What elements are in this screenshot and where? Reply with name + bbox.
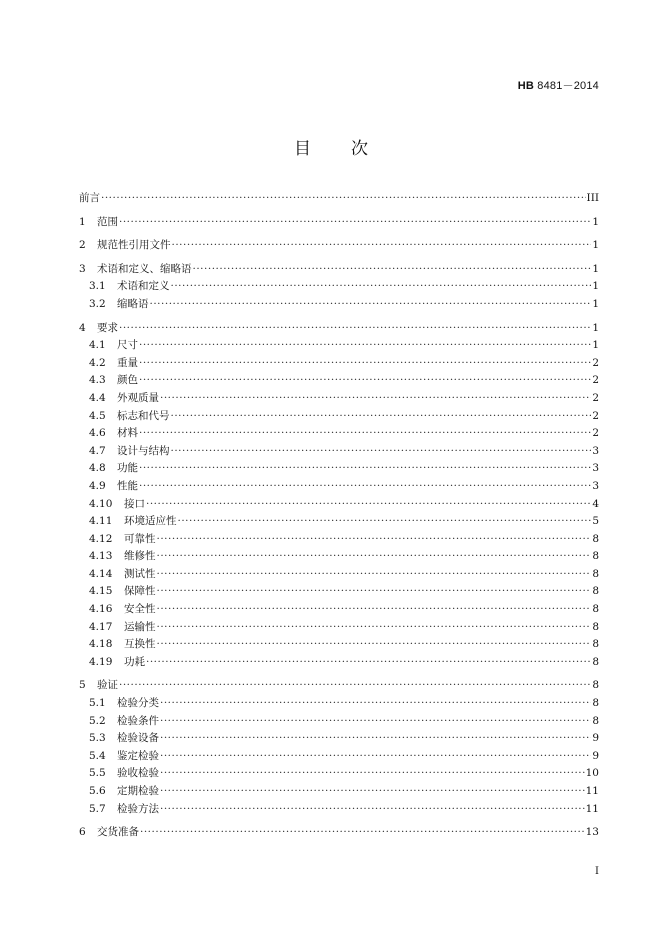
toc-entry-number: 5.2: [89, 714, 106, 727]
toc-entry-title: 术语和定义: [117, 280, 170, 293]
toc-entry-number: 4.15: [89, 585, 113, 598]
dot-leader: [160, 390, 591, 408]
toc-entry[interactable]: [79, 801, 599, 819]
dot-leader: [146, 654, 591, 672]
toc-entry-page: 9: [592, 732, 599, 745]
toc-entry-title: 环境适应性: [124, 515, 177, 528]
toc-entry[interactable]: [79, 425, 599, 443]
toc-entry-page: 1: [592, 339, 599, 352]
toc-entry-title: 检验设备: [117, 732, 159, 745]
dot-leader: [119, 214, 591, 232]
toc-entry-page: 11: [585, 802, 599, 815]
toc-entry-page: 4: [592, 497, 599, 510]
toc-entry-page: 1: [592, 262, 599, 275]
dot-leader: [139, 460, 591, 478]
toc-entry-title: 设计与结构: [117, 444, 170, 457]
dot-leader: [146, 496, 591, 514]
toc-entry-title: 性能: [117, 479, 138, 492]
toc-entry-number: 4.11: [89, 515, 113, 528]
toc-entry-page: 8: [592, 620, 599, 633]
toc-entry[interactable]: [79, 261, 599, 279]
toc-entry-number: 4.13: [89, 550, 113, 563]
dot-leader: [157, 636, 592, 654]
toc-entry-page: 2: [592, 374, 599, 387]
toc-entry-title: 缩略语: [117, 297, 149, 310]
dot-leader: [119, 677, 591, 695]
toc-entry-page: 1: [592, 280, 599, 293]
toc-entry-title: 尺寸: [117, 339, 138, 352]
toc-entry-title: 范围: [97, 215, 118, 228]
dot-leader: [171, 443, 592, 461]
toc-entry-number: 3: [79, 262, 86, 275]
toc-entry[interactable]: [79, 372, 599, 390]
dot-leader: [160, 748, 591, 766]
dot-leader: [119, 320, 591, 338]
toc-entry-page: 1: [592, 321, 599, 334]
dot-leader: [139, 337, 591, 355]
toc-entry-title: 检验分类: [117, 697, 159, 710]
toc-entry-number: 4.9: [89, 479, 106, 492]
toc-entry-number: 5.6: [89, 785, 106, 797]
toc-entry-number: 2: [79, 239, 86, 252]
toc-entry-page: 1: [592, 297, 599, 310]
toc-entry-title: 要求: [97, 321, 118, 334]
toc-entry-number: 1: [79, 215, 86, 228]
toc-entry-number: 4.18: [89, 638, 113, 651]
toc-entry[interactable]: [79, 478, 599, 496]
toc-entry-title: 维修性: [124, 550, 156, 563]
dot-leader: [157, 548, 592, 566]
toc-entry-page: 8: [592, 714, 599, 727]
dot-leader: [157, 619, 592, 637]
toc-entry-page: III: [586, 192, 599, 204]
toc-entry[interactable]: [79, 531, 599, 549]
dot-leader: [139, 372, 591, 390]
toc-entry-title: 术语和定义、缩略语: [97, 262, 192, 275]
document-header: [518, 77, 599, 93]
toc-entry-number: 4.1: [89, 339, 106, 352]
toc-entry-number: 4.14: [89, 567, 113, 580]
dot-leader: [171, 278, 592, 296]
toc-entry-page: 8: [592, 679, 599, 692]
toc-entry-page: 2: [592, 356, 599, 369]
toc-entry-title: 验证: [97, 679, 118, 692]
dot-leader: [178, 513, 592, 531]
toc-entry[interactable]: [79, 460, 599, 478]
toc-entry-page: 8: [592, 697, 599, 710]
toc-entry[interactable]: [79, 390, 599, 408]
toc-entry-title: 功能: [117, 462, 138, 475]
dot-leader: [139, 478, 591, 496]
toc-entry-title: 标志和代号: [117, 409, 170, 422]
toc-entry[interactable]: [79, 443, 599, 461]
toc-entry[interactable]: [79, 654, 599, 672]
toc-entry-page: 1: [592, 239, 599, 252]
toc-entry-number: 4.10: [89, 497, 113, 510]
toc-entry-number: 4.19: [89, 655, 113, 668]
toc-entry-title: 颜色: [117, 374, 138, 387]
toc-entry-page: 3: [592, 444, 599, 457]
toc-entry-number: 4.5: [89, 409, 106, 422]
toc-entry[interactable]: [79, 237, 599, 255]
toc-entry-title: 前言: [79, 192, 100, 204]
toc-entry[interactable]: [79, 214, 599, 232]
toc-entry[interactable]: [79, 296, 599, 314]
toc-entry-page: 8: [592, 567, 599, 580]
dot-leader: [172, 237, 592, 255]
toc-entry-number: 5: [79, 679, 86, 692]
table-of-contents: [79, 190, 599, 842]
toc-entry-title: 接口: [124, 497, 145, 510]
toc-entry-title: 测试性: [124, 567, 156, 580]
dot-leader: [160, 695, 591, 713]
toc-entry[interactable]: [79, 636, 599, 654]
toc-entry-number: 4.12: [89, 532, 113, 545]
toc-entry-number: 4.3: [89, 374, 106, 387]
dot-leader: [160, 783, 585, 801]
toc-entry-number: 5.3: [89, 732, 106, 745]
toc-entry-number: 3.1: [89, 280, 106, 293]
toc-entry[interactable]: [79, 496, 599, 514]
doc-code: HB: [517, 80, 534, 92]
toc-entry[interactable]: [79, 619, 599, 637]
dot-leader: [160, 730, 591, 748]
toc-entry[interactable]: [79, 601, 599, 619]
toc-entry-title: 材料: [117, 427, 138, 440]
toc-entry-page: 3: [592, 462, 599, 475]
toc-entry-title: 检验方法: [117, 802, 159, 815]
dot-leader: [150, 296, 592, 314]
toc-entry-page: 2: [592, 427, 599, 440]
dot-leader: [160, 801, 585, 819]
dot-leader: [139, 425, 591, 443]
toc-entry-number: 4.17: [89, 620, 113, 633]
toc-entry[interactable]: [79, 783, 599, 801]
dot-leader: [160, 765, 585, 783]
toc-entry[interactable]: [79, 730, 599, 748]
toc-entry-page: 2: [592, 391, 599, 404]
toc-entry-number: 4.16: [89, 603, 113, 616]
toc-entry[interactable]: [79, 748, 599, 766]
toc-entry-number: 4.6: [89, 427, 106, 440]
page-title: 目次: [294, 139, 408, 159]
toc-entry-title: 保障性: [124, 585, 156, 598]
toc-entry[interactable]: [79, 824, 599, 842]
toc-entry-title: 规范性引用文件: [97, 239, 171, 252]
toc-entry-number: 5.5: [89, 767, 106, 780]
dot-leader: [193, 261, 592, 279]
toc-entry-title: 定期检验: [117, 785, 159, 797]
toc-entry-page: 1: [592, 215, 599, 228]
toc-entry-page: 8: [592, 655, 599, 668]
toc-entry-title: 互换性: [124, 638, 156, 651]
dot-leader: [157, 566, 592, 584]
toc-entry[interactable]: [79, 190, 599, 208]
toc-entry-number: 4.4: [89, 391, 106, 404]
toc-entry-number: 4: [79, 321, 86, 334]
toc-entry-number: 3.2: [89, 297, 106, 310]
toc-entry-page: 10: [585, 767, 599, 780]
toc-entry-page: 11: [585, 785, 599, 797]
toc-entry-number: 4.7: [89, 444, 106, 457]
toc-entry-title: 外观质量: [117, 391, 159, 404]
dot-leader: [140, 824, 585, 842]
toc-entry-title: 功耗: [124, 655, 145, 668]
toc-entry[interactable]: [79, 566, 599, 584]
toc-entry[interactable]: [79, 278, 599, 296]
toc-entry-title: 交货准备: [97, 826, 139, 839]
toc-entry[interactable]: [79, 765, 599, 783]
toc-entry[interactable]: [79, 695, 599, 713]
toc-entry-title: 重量: [117, 356, 138, 369]
toc-entry-number: 5.7: [89, 802, 106, 815]
toc-entry-page: 8: [592, 550, 599, 563]
toc-entry[interactable]: [79, 408, 599, 426]
toc-entry-title: 安全性: [124, 603, 156, 616]
dot-leader: [157, 531, 592, 549]
dot-leader: [171, 408, 592, 426]
toc-entry-page: 3: [592, 479, 599, 492]
page-number: I: [595, 866, 599, 877]
toc-entry[interactable]: [79, 320, 599, 338]
toc-entry-title: 可靠性: [124, 532, 156, 545]
toc-entry[interactable]: [79, 583, 599, 601]
toc-entry-page: 5: [592, 515, 599, 528]
toc-entry-number: 5.4: [89, 749, 106, 762]
toc-entry[interactable]: [79, 677, 599, 695]
toc-entry[interactable]: [79, 713, 599, 731]
toc-entry[interactable]: [79, 355, 599, 373]
toc-entry-number: 6: [79, 826, 86, 839]
toc-entry-number: 5.1: [89, 697, 106, 710]
toc-entry[interactable]: [79, 337, 599, 355]
doc-number: 8481－2014: [537, 80, 599, 92]
toc-entry-number: 4.8: [89, 462, 106, 475]
dot-leader: [160, 713, 591, 731]
dot-leader: [157, 583, 592, 601]
toc-entry-page: 8: [592, 638, 599, 651]
dot-leader: [139, 355, 591, 373]
toc-entry-page: 8: [592, 585, 599, 598]
toc-entry[interactable]: [79, 513, 599, 531]
toc-entry-page: 8: [592, 532, 599, 545]
dot-leader: [101, 190, 586, 208]
toc-entry-title: 运输性: [124, 620, 156, 633]
toc-entry-title: 验收检验: [117, 767, 159, 780]
toc-entry-number: 4.2: [89, 356, 106, 369]
toc-entry-title: 鉴定检验: [117, 749, 159, 762]
toc-entry[interactable]: [79, 548, 599, 566]
toc-entry-title: 检验条件: [117, 714, 159, 727]
toc-entry-page: 13: [585, 826, 599, 839]
toc-entry-page: 9: [592, 749, 599, 762]
toc-entry-page: 2: [592, 409, 599, 422]
dot-leader: [157, 601, 592, 619]
toc-entry-page: 8: [592, 603, 599, 616]
